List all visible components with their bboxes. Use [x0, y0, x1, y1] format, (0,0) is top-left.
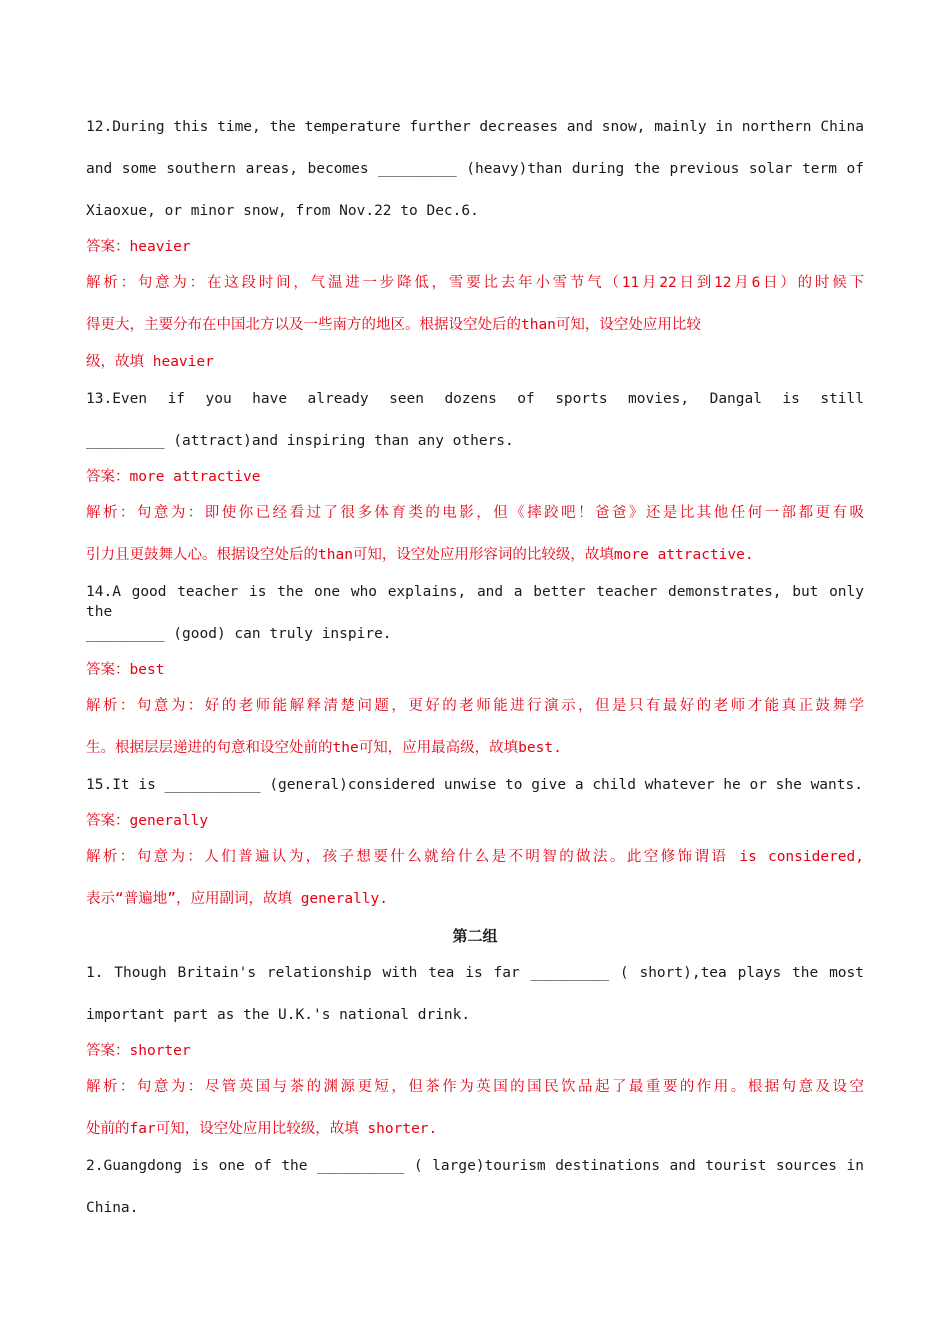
question-13-line-2: _________ (attract)and inspiring than any others.	[86, 433, 514, 449]
question-15-answer: 答案：generally	[86, 813, 209, 829]
question-13-explanation-1: 解析：句意为：即使你已经看过了很多体育类的电影，但《摔跤吧！爸爸》还是比其他任何一部都更有吸	[86, 505, 864, 521]
question-12-explanation-2: 得更大，主要分布在中国北方以及一些南方的地区。根据设空处后的than可知，设空处应用比较	[86, 317, 701, 333]
group2-question-1-line-1: 1. Though Britain's relationship with tea is far _________ ( short),tea plays the most	[86, 965, 864, 981]
question-14-answer: 答案：best	[86, 662, 165, 678]
question-12-line-3: Xiaoxue, or minor snow, from Nov.22 to Dec.6.	[86, 203, 479, 219]
group2-question-1-explanation-1: 解析：句意为：尽管英国与茶的渊源更短，但茶作为英国的国民饮品起了最重要的作用。根据句意及设空	[86, 1079, 864, 1095]
question-13-answer: 答案：more attractive	[86, 469, 261, 485]
group2-question-1-answer: 答案：shorter	[86, 1043, 191, 1059]
section-heading: 第二组	[452, 927, 498, 945]
question-14-line-1: 14.A good teacher is the one who explains, and a better teacher demonstrates, but only the	[86, 584, 864, 620]
group2-question-2-line-1: 2.Guangdong is one of the __________ ( large)tourism destinations and tourist sources in	[86, 1158, 864, 1174]
question-15-line-1: 15.It is ___________ (general)considered unwise to give a child whatever he or she wants.	[86, 777, 863, 793]
question-12-explanation-3: 级，故填 heavier	[86, 354, 214, 370]
question-14-explanation-2: 生。根据层层递进的句意和设空处前的the可知，应用最高级，故填best.	[86, 740, 562, 756]
question-13-line-1: 13.Even if you have already seen dozens of sports movies, Dangal is still	[86, 391, 864, 407]
question-14-explanation-1: 解析：句意为：好的老师能解释清楚问题，更好的老师能进行演示，但是只有最好的老师才能真正鼓舞学	[86, 698, 864, 714]
question-12-answer: 答案：heavier	[86, 239, 191, 255]
question-14-line-2: _________ (good) can truly inspire.	[86, 626, 392, 642]
question-13-explanation-2: 引力且更鼓舞人心。根据设空处后的than可知，设空处应用形容词的比较级，故填more attractive.	[86, 547, 754, 563]
group2-question-1-line-2: important part as the U.K.'s national drink.	[86, 1007, 471, 1023]
group2-question-2-line-2: China.	[86, 1200, 139, 1216]
question-15-explanation-1: 解析：句意为：人们普遍认为，孩子想要什么就给什么是不明智的做法。此空修饰谓语 is considered,	[86, 849, 864, 865]
question-12-line-1: 12.During this time, the temperature further decreases and snow, mainly in northern China	[86, 119, 864, 135]
question-12-line-2: and some southern areas, becomes _________ (heavy)than during the previous solar term of	[86, 161, 864, 177]
group2-question-1-explanation-2: 处前的far可知，设空处应用比较级，故填 shorter.	[86, 1121, 438, 1137]
question-12-explanation-1: 解析：句意为：在这段时间，气温进一步降低，雪要比去年小雪节气（11月22日到12月6日）的时候下	[86, 275, 864, 291]
question-15-explanation-2: 表示“普遍地”，应用副词，故填 generally.	[86, 891, 388, 907]
